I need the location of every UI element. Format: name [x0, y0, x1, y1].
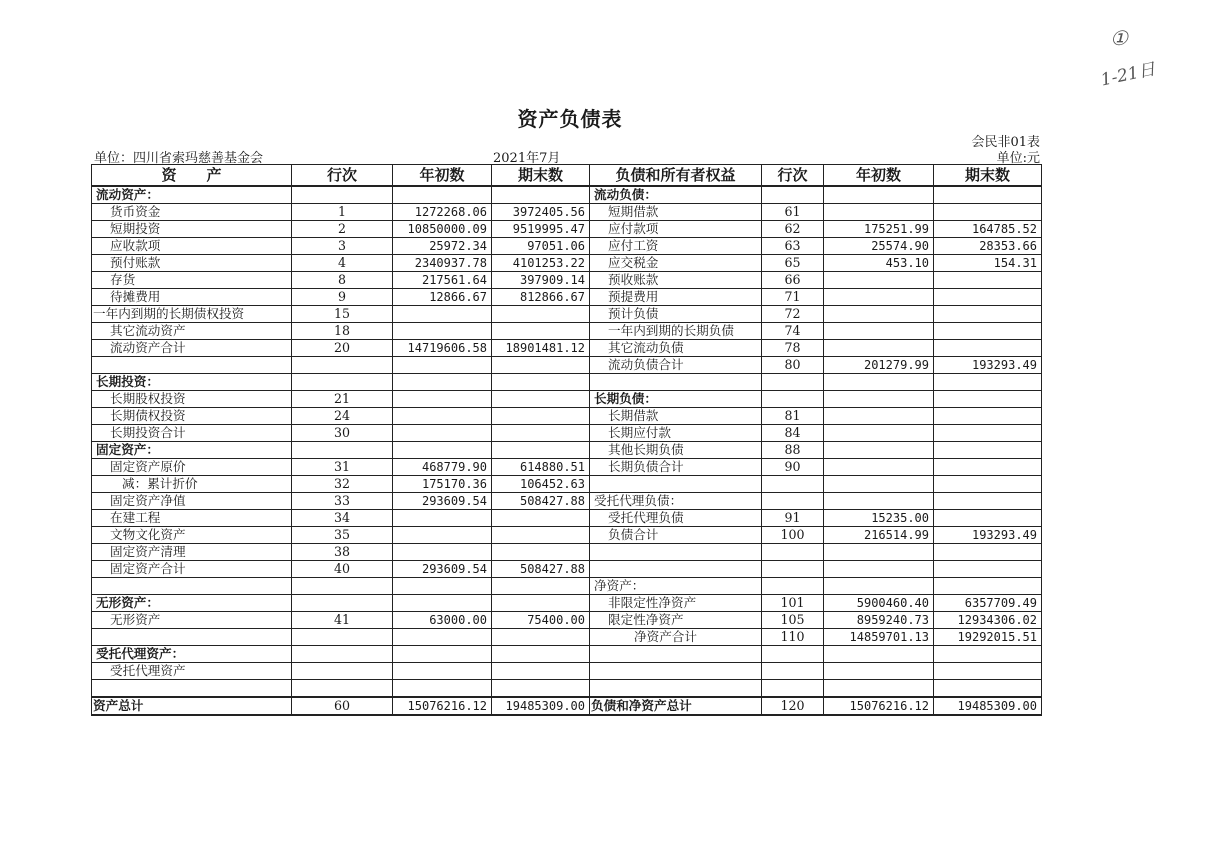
- liability-label: 非限定性净资产: [590, 595, 762, 612]
- table-row: [92, 561, 1042, 578]
- currency-unit: 单位:元: [996, 151, 1040, 166]
- line-number: 105: [762, 612, 824, 629]
- amount-cell: [824, 544, 934, 561]
- amount-cell: [934, 476, 1042, 493]
- liability-label: [590, 680, 762, 698]
- asset-label: [92, 357, 292, 374]
- amount-cell: [824, 204, 934, 221]
- liability-label: 长期借款: [590, 408, 762, 425]
- line-number: 84: [762, 425, 824, 442]
- line-number: [292, 374, 393, 391]
- amount-cell: [393, 544, 492, 561]
- amount-cell: [492, 646, 590, 663]
- asset-label: 在建工程: [92, 510, 292, 527]
- line-number: 88: [762, 442, 824, 459]
- asset-label: 一年内到期的长期债权投资: [92, 306, 292, 323]
- amount-cell: 175251.99: [824, 221, 934, 238]
- table-row: [92, 680, 1042, 698]
- line-number: [762, 680, 824, 698]
- table-row: [92, 408, 1042, 425]
- liability-label: 长期负债：: [590, 391, 762, 408]
- line-number: 8: [292, 272, 393, 289]
- line-number: 101: [762, 595, 824, 612]
- table-row: [92, 442, 1042, 459]
- table-row: [92, 646, 1042, 663]
- header-line-no: 行次: [762, 165, 824, 187]
- amount-cell: 19485309.00: [934, 697, 1042, 715]
- amount-cell: [492, 510, 590, 527]
- line-number: 61: [762, 204, 824, 221]
- liability-label: [590, 646, 762, 663]
- amount-cell: [824, 272, 934, 289]
- liability-label: 流动负债合计: [590, 357, 762, 374]
- amount-cell: [492, 629, 590, 646]
- asset-label: 长期投资：: [92, 374, 292, 391]
- line-number: [292, 357, 393, 374]
- amount-cell: 97051.06: [492, 238, 590, 255]
- liability-label: 一年内到期的长期负债: [590, 323, 762, 340]
- amount-cell: [492, 578, 590, 595]
- amount-cell: [934, 510, 1042, 527]
- amount-cell: [492, 391, 590, 408]
- amount-cell: [824, 391, 934, 408]
- amount-cell: [934, 459, 1042, 476]
- table-row: [92, 255, 1042, 272]
- amount-cell: 14719606.58: [393, 340, 492, 357]
- amount-cell: 508427.88: [492, 493, 590, 510]
- amount-cell: [492, 306, 590, 323]
- balance-sheet-table: [91, 164, 1042, 716]
- amount-cell: [824, 425, 934, 442]
- amount-cell: 9519995.47: [492, 221, 590, 238]
- asset-label: 受托代理资产: [92, 663, 292, 680]
- liability-label: 预收账款: [590, 272, 762, 289]
- amount-cell: [393, 186, 492, 204]
- amount-cell: [824, 323, 934, 340]
- asset-label: 减：累计折价: [92, 476, 292, 493]
- table-row: [92, 340, 1042, 357]
- amount-cell: [824, 663, 934, 680]
- amount-cell: 164785.52: [934, 221, 1042, 238]
- liability-label: 短期借款: [590, 204, 762, 221]
- line-number: 30: [292, 425, 393, 442]
- amount-cell: [934, 646, 1042, 663]
- amount-cell: 201279.99: [824, 357, 934, 374]
- amount-cell: [393, 629, 492, 646]
- line-number: 21: [292, 391, 393, 408]
- amount-cell: [393, 527, 492, 544]
- asset-label: 应收款项: [92, 238, 292, 255]
- amount-cell: 28353.66: [934, 238, 1042, 255]
- amount-cell: [393, 680, 492, 698]
- amount-cell: [824, 646, 934, 663]
- amount-cell: [824, 493, 934, 510]
- line-number: [762, 578, 824, 595]
- table-row: [92, 221, 1042, 238]
- amount-cell: 175170.36: [393, 476, 492, 493]
- line-number: 20: [292, 340, 393, 357]
- line-number: 31: [292, 459, 393, 476]
- amount-cell: [824, 442, 934, 459]
- amount-cell: 4101253.22: [492, 255, 590, 272]
- asset-label: 资产总计: [92, 697, 292, 715]
- amount-cell: 106452.63: [492, 476, 590, 493]
- amount-cell: 293609.54: [393, 561, 492, 578]
- line-number: 63: [762, 238, 824, 255]
- amount-cell: [393, 408, 492, 425]
- table-row: [92, 459, 1042, 476]
- amount-cell: [393, 646, 492, 663]
- amount-cell: [934, 544, 1042, 561]
- line-number: 71: [762, 289, 824, 306]
- asset-label: 流动资产合计: [92, 340, 292, 357]
- table-row: [92, 663, 1042, 680]
- line-number: [762, 186, 824, 204]
- amount-cell: [934, 578, 1042, 595]
- amount-cell: [492, 442, 590, 459]
- header-ending: 期末数: [492, 165, 590, 187]
- table-row: [92, 204, 1042, 221]
- amount-cell: [824, 340, 934, 357]
- line-number: [762, 544, 824, 561]
- amount-cell: 12934306.02: [934, 612, 1042, 629]
- asset-label: 固定资产：: [92, 442, 292, 459]
- table-row: [92, 544, 1042, 561]
- amount-cell: 6357709.49: [934, 595, 1042, 612]
- amount-cell: [934, 442, 1042, 459]
- line-number: 91: [762, 510, 824, 527]
- line-number: [762, 476, 824, 493]
- line-number: 78: [762, 340, 824, 357]
- asset-label: 长期股权投资: [92, 391, 292, 408]
- line-number: 18: [292, 323, 393, 340]
- amount-cell: [492, 357, 590, 374]
- amount-cell: [934, 663, 1042, 680]
- line-number: 80: [762, 357, 824, 374]
- amount-cell: 15235.00: [824, 510, 934, 527]
- handwritten-annotation-top: ①: [1110, 26, 1128, 50]
- line-number: 1: [292, 204, 393, 221]
- amount-cell: [492, 544, 590, 561]
- line-number: 65: [762, 255, 824, 272]
- amount-cell: 812866.67: [492, 289, 590, 306]
- amount-cell: [824, 476, 934, 493]
- line-number: [762, 493, 824, 510]
- line-number: 40: [292, 561, 393, 578]
- amount-cell: [934, 493, 1042, 510]
- amount-cell: [934, 186, 1042, 204]
- liability-label: 其他长期负债: [590, 442, 762, 459]
- liability-label: [590, 663, 762, 680]
- line-number: 4: [292, 255, 393, 272]
- amount-cell: [824, 408, 934, 425]
- line-number: 15: [292, 306, 393, 323]
- amount-cell: [492, 323, 590, 340]
- amount-cell: [492, 527, 590, 544]
- amount-cell: [824, 374, 934, 391]
- liability-label: 限定性净资产: [590, 612, 762, 629]
- asset-label: [92, 578, 292, 595]
- line-number: 38: [292, 544, 393, 561]
- table-row: [92, 357, 1042, 374]
- line-number: 90: [762, 459, 824, 476]
- table-row: [92, 374, 1042, 391]
- line-number: [292, 680, 393, 698]
- header-assets: 资 产: [92, 165, 292, 187]
- line-number: 60: [292, 697, 393, 715]
- handwritten-annotation-date: 1-21日: [1099, 59, 1158, 91]
- amount-cell: 10850000.09: [393, 221, 492, 238]
- table-row: [92, 323, 1042, 340]
- line-number: 66: [762, 272, 824, 289]
- line-number: 81: [762, 408, 824, 425]
- liability-label: 净资产合计: [590, 629, 762, 646]
- liability-label: 预计负债: [590, 306, 762, 323]
- amount-cell: [393, 595, 492, 612]
- line-number: [762, 561, 824, 578]
- asset-label: 流动资产：: [92, 186, 292, 204]
- amount-cell: [393, 357, 492, 374]
- amount-cell: 293609.54: [393, 493, 492, 510]
- amount-cell: 3972405.56: [492, 204, 590, 221]
- line-number: [292, 595, 393, 612]
- liability-label: 长期负债合计: [590, 459, 762, 476]
- asset-label: [92, 629, 292, 646]
- amount-cell: [934, 391, 1042, 408]
- line-number: 62: [762, 221, 824, 238]
- amount-cell: [824, 289, 934, 306]
- liability-label: 负债和净资产总计: [590, 697, 762, 715]
- line-number: 3: [292, 238, 393, 255]
- header-liabilities-equity: 负债和所有者权益: [590, 165, 762, 187]
- asset-label: 货币资金: [92, 204, 292, 221]
- amount-cell: [393, 663, 492, 680]
- report-period: 2021年7月: [493, 151, 561, 166]
- line-number: 32: [292, 476, 393, 493]
- amount-cell: [492, 595, 590, 612]
- asset-label: 文物文化资产: [92, 527, 292, 544]
- amount-cell: 12866.67: [393, 289, 492, 306]
- amount-cell: [393, 374, 492, 391]
- table-row: [92, 476, 1042, 493]
- line-number: 74: [762, 323, 824, 340]
- liability-label: 应交税金: [590, 255, 762, 272]
- table-row: [92, 578, 1042, 595]
- amount-cell: 25574.90: [824, 238, 934, 255]
- liability-label: 受托代理负债: [590, 510, 762, 527]
- asset-label: 待摊费用: [92, 289, 292, 306]
- amount-cell: [934, 408, 1042, 425]
- line-number: [762, 391, 824, 408]
- amount-cell: 154.31: [934, 255, 1042, 272]
- line-number: [292, 629, 393, 646]
- table-row: [92, 238, 1042, 255]
- table-row: [92, 510, 1042, 527]
- amount-cell: 75400.00: [492, 612, 590, 629]
- amount-cell: [492, 408, 590, 425]
- amount-cell: [492, 425, 590, 442]
- amount-cell: [492, 663, 590, 680]
- asset-label: 固定资产净值: [92, 493, 292, 510]
- amount-cell: 508427.88: [492, 561, 590, 578]
- amount-cell: [393, 323, 492, 340]
- amount-cell: [393, 425, 492, 442]
- table-header-row: [92, 165, 1042, 187]
- amount-cell: [934, 289, 1042, 306]
- amount-cell: 5900460.40: [824, 595, 934, 612]
- amount-cell: [492, 186, 590, 204]
- table-row: [92, 425, 1042, 442]
- liability-label: 净资产：: [590, 578, 762, 595]
- amount-cell: 217561.64: [393, 272, 492, 289]
- page-title: 资产负债表: [517, 107, 623, 131]
- amount-cell: [934, 204, 1042, 221]
- line-number: [292, 663, 393, 680]
- table-row: [92, 306, 1042, 323]
- line-number: 41: [292, 612, 393, 629]
- amount-cell: [934, 323, 1042, 340]
- amount-cell: 193293.49: [934, 527, 1042, 544]
- amount-cell: 2340937.78: [393, 255, 492, 272]
- line-number: [762, 663, 824, 680]
- amount-cell: [824, 306, 934, 323]
- amount-cell: 453.10: [824, 255, 934, 272]
- line-number: 72: [762, 306, 824, 323]
- amount-cell: [393, 578, 492, 595]
- amount-cell: 8959240.73: [824, 612, 934, 629]
- table-row: [92, 391, 1042, 408]
- amount-cell: [824, 680, 934, 698]
- amount-cell: 15076216.12: [824, 697, 934, 715]
- asset-label: [92, 680, 292, 698]
- amount-cell: 63000.00: [393, 612, 492, 629]
- organization-unit: 单位：四川省索玛慈善基金会: [94, 151, 264, 166]
- asset-label: 存货: [92, 272, 292, 289]
- liability-label: 流动负债：: [590, 186, 762, 204]
- asset-label: 无形资产: [92, 612, 292, 629]
- asset-label: 长期投资合计: [92, 425, 292, 442]
- amount-cell: [934, 561, 1042, 578]
- liability-label: 其它流动负债: [590, 340, 762, 357]
- line-number: 34: [292, 510, 393, 527]
- form-number: 会民非01表: [971, 135, 1040, 150]
- amount-cell: [393, 391, 492, 408]
- table-row: [92, 527, 1042, 544]
- liability-label: [590, 544, 762, 561]
- line-number: 33: [292, 493, 393, 510]
- amount-cell: [934, 340, 1042, 357]
- asset-label: 无形资产：: [92, 595, 292, 612]
- line-number: 24: [292, 408, 393, 425]
- asset-label: 长期债权投资: [92, 408, 292, 425]
- amount-cell: [393, 442, 492, 459]
- header-beginning: 年初数: [824, 165, 934, 187]
- line-number: [292, 186, 393, 204]
- amount-cell: [934, 306, 1042, 323]
- asset-label: 短期投资: [92, 221, 292, 238]
- line-number: 110: [762, 629, 824, 646]
- line-number: 9: [292, 289, 393, 306]
- line-number: 120: [762, 697, 824, 715]
- amount-cell: [934, 374, 1042, 391]
- table-row: [92, 289, 1042, 306]
- amount-cell: [934, 272, 1042, 289]
- table-row: [92, 595, 1042, 612]
- amount-cell: 19485309.00: [492, 697, 590, 715]
- amount-cell: 193293.49: [934, 357, 1042, 374]
- amount-cell: 1272268.06: [393, 204, 492, 221]
- amount-cell: [934, 425, 1042, 442]
- table-row: [92, 629, 1042, 646]
- line-number: [762, 646, 824, 663]
- liability-label: 负债合计: [590, 527, 762, 544]
- asset-label: 预付账款: [92, 255, 292, 272]
- amount-cell: 19292015.51: [934, 629, 1042, 646]
- header-line-no: 行次: [292, 165, 393, 187]
- liability-label: 应付工资: [590, 238, 762, 255]
- line-number: 35: [292, 527, 393, 544]
- amount-cell: 15076216.12: [393, 697, 492, 715]
- amount-cell: 216514.99: [824, 527, 934, 544]
- asset-label: 固定资产清理: [92, 544, 292, 561]
- asset-label: 受托代理资产：: [92, 646, 292, 663]
- amount-cell: [492, 374, 590, 391]
- amount-cell: [393, 510, 492, 527]
- liability-label: 长期应付款: [590, 425, 762, 442]
- asset-label: 固定资产合计: [92, 561, 292, 578]
- table-row: [92, 186, 1042, 204]
- amount-cell: [934, 680, 1042, 698]
- line-number: [292, 442, 393, 459]
- amount-cell: [824, 578, 934, 595]
- asset-label: 固定资产原价: [92, 459, 292, 476]
- line-number: [292, 578, 393, 595]
- amount-cell: [824, 561, 934, 578]
- liability-label: 受托代理负债：: [590, 493, 762, 510]
- liability-label: [590, 561, 762, 578]
- table-row: [92, 612, 1042, 629]
- header-ending: 期末数: [934, 165, 1042, 187]
- amount-cell: [492, 680, 590, 698]
- amount-cell: [824, 459, 934, 476]
- amount-cell: 468779.90: [393, 459, 492, 476]
- amount-cell: [393, 306, 492, 323]
- amount-cell: 25972.34: [393, 238, 492, 255]
- line-number: 2: [292, 221, 393, 238]
- line-number: [762, 374, 824, 391]
- table-row: [92, 493, 1042, 510]
- asset-label: 其它流动资产: [92, 323, 292, 340]
- amount-cell: 14859701.13: [824, 629, 934, 646]
- liability-label: 应付款项: [590, 221, 762, 238]
- header-beginning: 年初数: [393, 165, 492, 187]
- table-row: [92, 272, 1042, 289]
- liability-label: [590, 476, 762, 493]
- total-row: [92, 697, 1042, 715]
- amount-cell: 614880.51: [492, 459, 590, 476]
- line-number: [292, 646, 393, 663]
- line-number: 100: [762, 527, 824, 544]
- amount-cell: 18901481.12: [492, 340, 590, 357]
- amount-cell: 397909.14: [492, 272, 590, 289]
- liability-label: [590, 374, 762, 391]
- amount-cell: [824, 186, 934, 204]
- liability-label: 预提费用: [590, 289, 762, 306]
